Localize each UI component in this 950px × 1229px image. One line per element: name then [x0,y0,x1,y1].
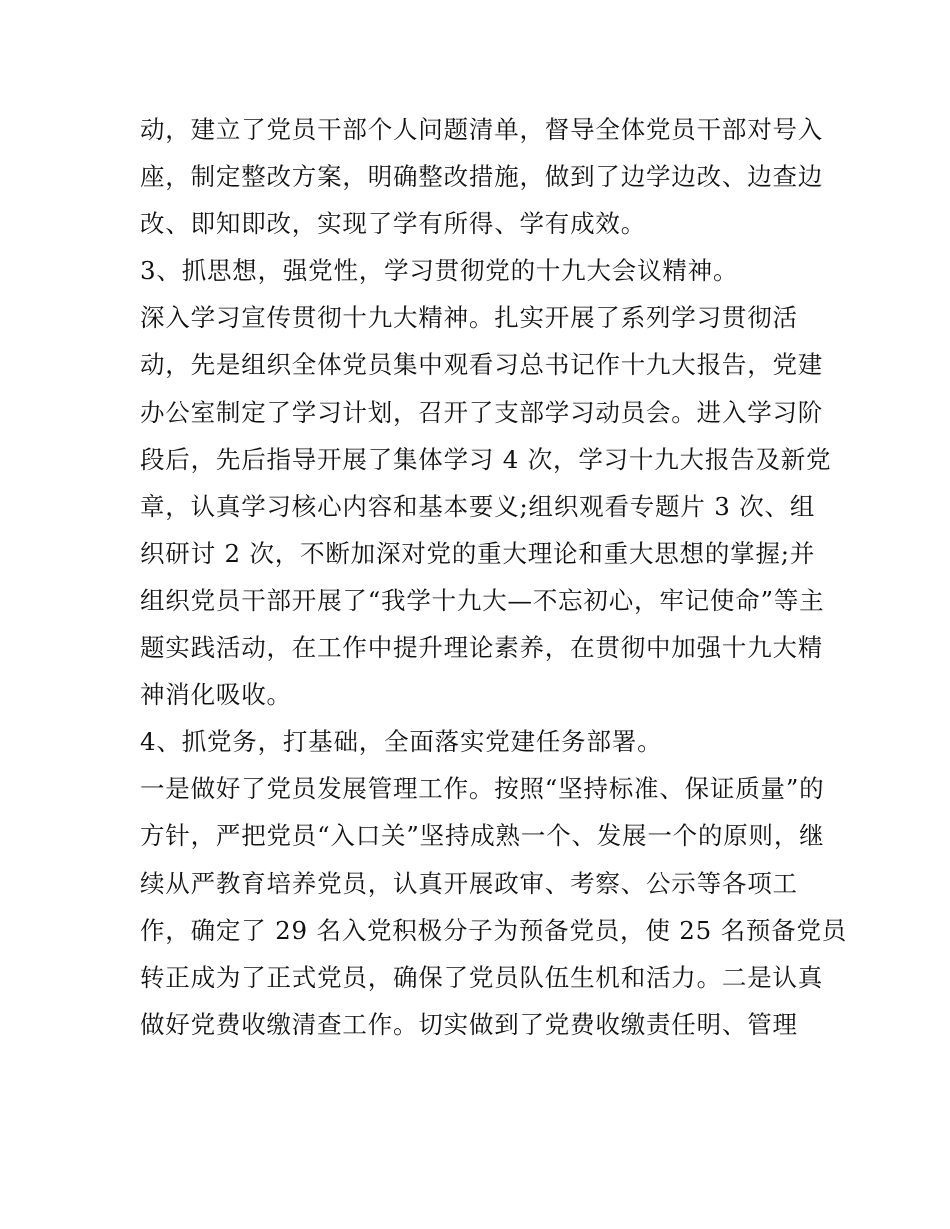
text-line: 章，认真学习核心内容和基本要义;组织观看专题片 3 次、组 [140,491,816,521]
text-line: 作，确定了 29 名入党积极分子为预备党员，使 25 名预备党员 [140,915,848,945]
text-line: 转正成为了正式党员，确保了党员队伍生机和活力。二是认真 [140,962,824,992]
text-line: 织研讨 2 次，不断加深对党的重大理论和重大思想的掌握;并 [140,538,816,568]
text-line: 一是做好了党员发展管理工作。按照“坚持标准、保证质量”的 [140,774,825,804]
text-line: 动，建立了党员干部个人问题清单，督导全体党员干部对号入 [140,115,824,144]
text-line: 动，先是组织全体党员集中观看习总书记作十九大报告，党建 [140,350,824,380]
text-line: 方针，严把党员“入口关”坚持成熟一个、发展一个的原则，继 [140,821,825,851]
text-line: 改、即知即改，实现了学有所得、学有成效。 [140,209,646,239]
text-line: 段后，先后指导开展了集体学习 4 次，学习十九大报告及新党 [140,444,832,474]
text-line: 深入学习宣传贯彻十九大精神。扎实开展了系列学习贯彻活 [140,303,798,333]
text-line: 办公室制定了学习计划，召开了支部学习动员会。进入学习阶 [140,397,824,427]
section-heading-4: 4、抓党务，打基础，全面落实党建任务部署。 [140,727,663,757]
section-heading-3: 3、抓思想，强党性，学习贯彻党的十九大会议精神。 [140,256,739,286]
text-line: 神消化吸收。 [140,680,292,710]
text-line: 续从严教育培养党员，认真开展政审、考察、公示等各项工 [140,868,798,898]
document-body [140,106,848,1048]
text-line: 题实践活动，在工作中提升理论素养，在贯彻中加强十九大精 [140,633,824,663]
text-line: 做好党费收缴清查工作。切实做到了党费收缴责任明、管理 [140,1009,798,1039]
text-line: 座，制定整改方案，明确整改措施，做到了边学边改、边查边 [140,162,824,192]
text-line: 组织党员干部开展了“我学十九大—不忘初心，牢记使命”等主 [140,585,825,615]
